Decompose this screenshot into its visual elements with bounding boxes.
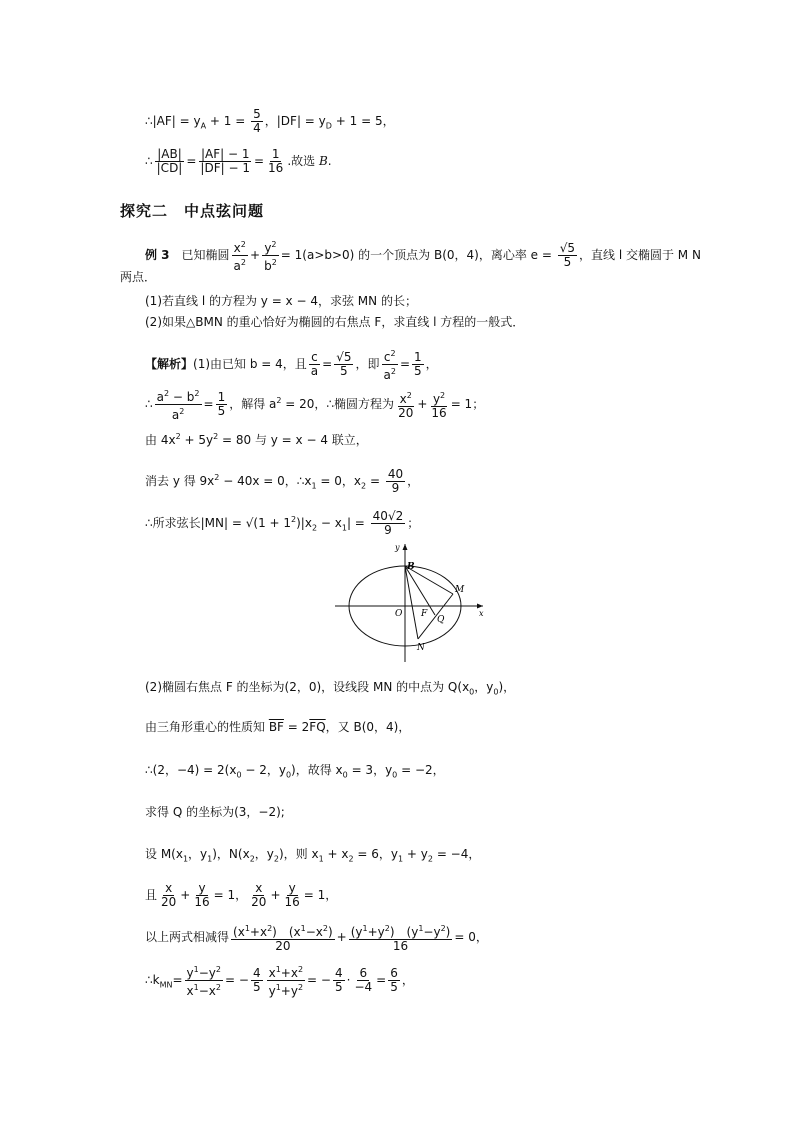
solution-line-5: ∴所求弦长$|MN| = √(1 + 1^2)|x_2 - x_1|$ = $\frac{40√2}{9}$ ； <box>145 509 420 537</box>
line-af-df: ∴|AF| = $y_A + 1$ = $\frac{5}{4}$ ，$|DF| = y_D + 1 = 5$， <box>145 107 395 135</box>
solution-line-2: ∴ $\frac{a^2 - b^2}{a^2}$ = $\frac{1}{5}$ ，解得 $a^2 = 20$，∴椭圆方程为 $\frac{x^2}{20}$ + $\frac{y^2}{16}$ = 1； <box>145 389 485 422</box>
question-1: (1)若直线 l 的方程为 y = x − 4，求弦 MN 的长； <box>145 294 417 308</box>
axis-x-label: x <box>479 609 484 618</box>
solution-part2-line-4: 求得 Q 的坐标为(3，−2); <box>145 805 285 819</box>
solution-line-1: 【解析】(1)由已知 b = 4，且 $\frac{c}{a}$ = $\frac{√5}{5}$ ，即 $\frac{c^2}{a^2}$ = $\frac{1}{5}$ ， <box>145 349 438 382</box>
label-N: N <box>417 643 425 653</box>
axis-y-label: y <box>395 543 400 552</box>
section-heading: 探究二 中点弦问题 <box>120 202 265 220</box>
solution-part2-line-1: (2)椭圆右焦点 F 的坐标为(2，0)，设线段 MN 的中点为 $Q(x_0$，$y_0$)， <box>145 680 516 697</box>
example-3-statement: 例 3 已知椭圆 $\frac{x^2}{a^2}$ + $\frac{y^2}{b^2}$ = 1(a>b>0) 的一个顶点为 B(0，4)，离心率 e = $\frac{√5}{5}$ ，直线 l 交椭圆于 M N <box>145 240 701 273</box>
ellipse-figure <box>335 542 487 662</box>
solution-part2-line-6: 且 $\frac{x}{20}$ + $\frac{y}{16}$ = 1， $\frac{x}{20}$ + $\frac{y}{16}$ = 1， <box>145 881 338 909</box>
solution-part2-line-3: ∴(2，$-4) = 2(x_0 - 2$，$y_0$)，故得 $x_0 = 3$，$y_0 = -2$， <box>145 763 445 780</box>
solution-part2-line-2: 由三角形重心的性质知 $\overline{BF} = 2\overline{FQ}$，又 B(0，4)， <box>145 720 411 734</box>
solution-part2-line-5: 设 $M(x_1$，$y_1$)，$N(x_2$，$y_2$)，则 $x_1 + x_2 = 6$，$y_1 + y_2 = -4$， <box>145 847 481 864</box>
label-B: B <box>407 562 415 572</box>
label-O: O <box>395 609 403 619</box>
label-Q: Q <box>437 615 445 625</box>
label-F: F <box>421 609 428 619</box>
solution-part2-line-7: 以上两式相减得 $\frac{(x^1+x^2) (x^1-x^2)}{20}$ + $\frac{(y^1+y^2) (y^1-y^2)}{16}$ = 0， <box>145 924 488 953</box>
solution-line-3: 由 $4x^2 + 5y^2 = 80$ 与 y = x − 4 联立， <box>145 432 368 447</box>
line-ratio: ∴ $\frac{|AB|}{|CD|}$ = $\frac{|AF| - 1}{|DF| - 1}$ = $\frac{1}{16}$ .故选 B. <box>145 147 332 175</box>
solution-line-4: 消去 y 得 $9x^2 - 40x = 0$，$\therefore x_1 = 0$，$x_2$ = $\frac{40}{9}$ ， <box>145 467 420 495</box>
solution-part2-line-8: $\therefore k_{MN}=$ $\frac{y^1-y^2}{x^1-x^2}$ = − $\frac{4}{5}$ $\frac{x^1+x^2}{y^1+y^2}$ = − $\frac{4}{5}$ · $\frac{6}{-4}$ = $\frac{6}{5}$ ， <box>145 965 414 998</box>
example-3-cont: 两点． <box>120 270 157 284</box>
question-2: (2)如果△BMN 的重心恰好为椭圆的右焦点 F，求直线 l 方程的一般式． <box>145 315 525 329</box>
label-M: M <box>455 585 465 595</box>
